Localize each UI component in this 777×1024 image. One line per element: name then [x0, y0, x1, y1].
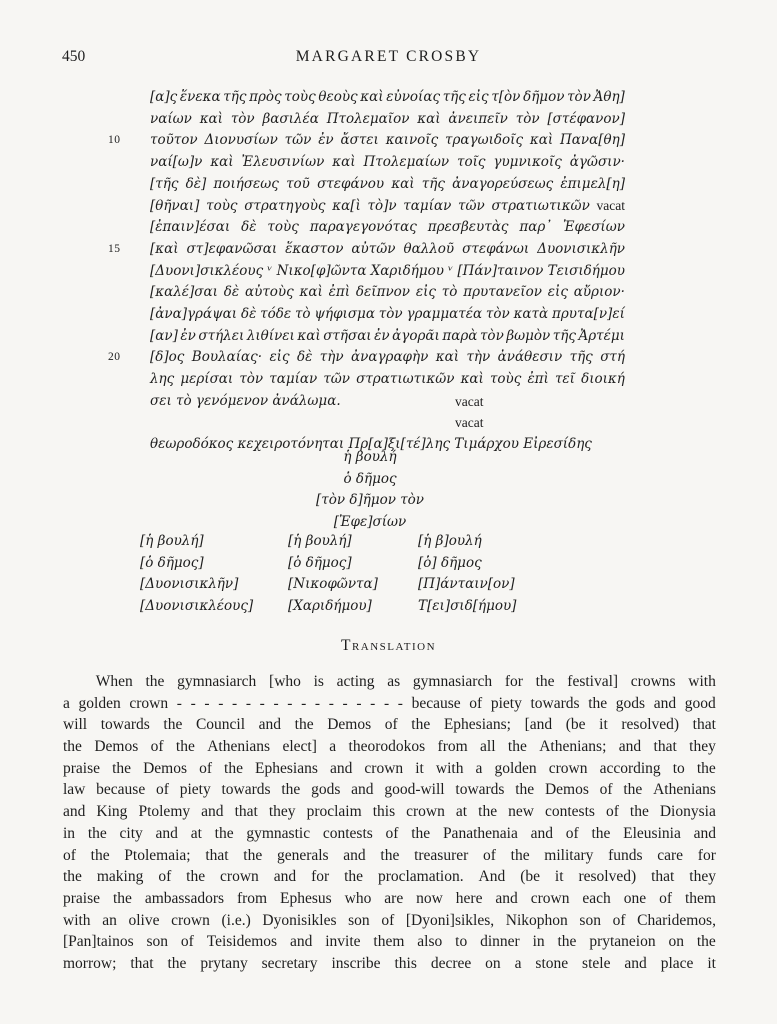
crown-columns [0, 531, 777, 621]
translation-line: morrow; that the prytany secretary inscribe this decree on a stone stele and place it [63, 954, 716, 972]
crown-cell: [Χαριδήμου] [288, 598, 372, 615]
translation-line: the Demos of the Athenians elect] a theorodokos from all the Athenians; and that they [63, 738, 716, 756]
crown-cell: [Δυονισικλῆν] [140, 576, 239, 593]
decree-greek-line: [θῆναι] τοὺς στρατηγοὺς κα[ὶ τὸ]ν ταμίαν τῶν στρατιωτικῶν vacat [150, 195, 625, 217]
decree-greek-line: [ἀνα]γράψαι δὲ τόδε τὸ ψήφισμα τὸν γραμματέα τὸν κατὰ πρυτα[ν]εί [150, 305, 625, 322]
crown-cell: [Δυονισικλέους] [140, 598, 254, 615]
translation-line: law because of piety towards the gods and good-will towards the Demos of the Athenians [63, 781, 716, 799]
decree-greek-line: 15 [καὶ στ]εφανῶσαι ἕκαστον αὐτῶν θαλλοῦ στεφάνωι Δυονισικλῆν [150, 239, 625, 261]
decree-line-text: θεωροδόκος κεχειροτόνηται Πρ[α]ξι[τέ]λης Τιμάρχου Εἰρεσίδης [150, 436, 592, 452]
decree-greek-line: [Δυονι]σικλέους ᵛ Νικο[φ]ῶντα Χαριδήμου ᵛ [Πάν]ταινον Τεισιδήμου [150, 262, 625, 279]
decree-line-text: σει τὸ γενόμενον ἀνάλωμα. [150, 392, 341, 409]
crown-column [418, 531, 516, 618]
decree-greek-line: [καλέ]σαι δὲ αὐτοὺς καὶ ἐπὶ δεῖπνον εἰς τὸ πρυτανεῖον εἰς αὔριον· [150, 284, 625, 301]
crown-cell: [Π]άνταιν[ον] [418, 576, 515, 593]
decree-greek-line: 20 [δ]ος Βουλαίας· εἰς δὲ τὴν ἀναγραφὴν καὶ τὴν ἀνάθεσιν τῆς στή [150, 347, 625, 369]
translation-line: the making of the crown and for the proclamation. And (be it resolved) that they [63, 868, 716, 886]
translation-line: with an olive crown (i.e.) Dyonisikles son of [Dyoni]sikles, Nikophon son of Charidemos, [63, 911, 716, 929]
translation-line: When the gymnasiarch [who is acting as gymnasiarch for the festival] crowns with [95, 673, 716, 690]
translation-line: praise the Demos of the Ephesians and crown it with a golden crown according to the [63, 759, 716, 777]
page-number: 450 [62, 48, 86, 65]
running-head-title: MARGARET CROSBY [295, 48, 482, 65]
decree-greek-line: ναίων καὶ τὸν βασιλέα Πτολεμαῖον καὶ ἀνειπεῖν τὸν [στέφανον] [150, 110, 625, 127]
vacat-marker: vacat [455, 393, 484, 409]
translation-line: of the Ptolemaia; that the generals and the treasurer of the military funds care for [63, 846, 716, 864]
translation-heading: Translation [340, 637, 437, 654]
translation-line: [Pan]tainos son of Teisidemos and invite them also to dinner in the prytaneion on the [63, 933, 716, 951]
crown-cell: [ἡ β]ουλή [418, 533, 482, 549]
crown-cell: [Νικοφῶντα] [288, 576, 378, 593]
translation-line: and King Ptolemy and that they proclaim this crown at the new contests of the Dionysia [63, 803, 716, 821]
decree-greek-line [150, 391, 625, 413]
decree-greek-line: [α]ς ἕνεκα τῆς πρὸς τοὺς θεοὺς καὶ εὐνοίας τῆς εἰς τ[ὸν δῆμον τὸν Ἀθη] [150, 89, 625, 105]
decree-line-number: 10 [108, 134, 121, 147]
crown-cell: Τ[ει]σιδ[ήμου] [418, 598, 517, 615]
acclamation-line: [Ἐφε]σίων [333, 514, 407, 531]
decree-greek-line: λης μερίσαι τὸν ταμίαν τῶν στρατιωτικῶν καὶ τοὺς ἐπὶ τεῖ διοική [150, 370, 625, 387]
translation-line: will towards the Council and the Demos of the Ephesians; [and (be it resolved) that [63, 716, 716, 734]
crown-column [140, 531, 253, 618]
decree-line-number: 15 [108, 242, 121, 255]
decree-greek-line: ναί[ω]ν καὶ Ἐλευσινίων καὶ Πτολεμαίων τοῖς γυμνικοῖς ἀγῶσιν· [150, 154, 625, 171]
translation-line: a golden crown - - - - - - - - - - - - - - - - - because of piety towards the gods and good [63, 694, 716, 712]
crown-cell: [ὁ δῆμος] [140, 554, 204, 571]
crown-cell: [ὁ δῆμος] [288, 554, 352, 571]
decree-line-number: 20 [108, 351, 121, 364]
acclamation-line: ἡ βουλή [343, 449, 397, 465]
vacat-marker: vacat [455, 415, 484, 431]
crown-cell: [ὁ] δῆμος [418, 554, 482, 571]
decree-greek-line: [αν] ἐν στήλει λιθίνει καὶ στῆσαι ἐν ἀγορᾶι παρὰ τὸν βωμὸν τῆς Ἀρτέμι [150, 327, 625, 344]
crown-cell: [ἡ βουλή] [140, 533, 204, 549]
decree-greek-line: [ἐπαιν]έσαι δὲ τοὺς παραγεγονότας πρεσβευτὰς παρ᾽ Ἐφεσίων [150, 219, 625, 236]
translation-line: praise the ambassadors from Ephesus who are now here and crown each one of them [63, 889, 716, 907]
acclamation-centered-lines [150, 447, 590, 534]
acclamation-line: ὁ δῆμος [343, 470, 397, 487]
decree-greek-line: [τῆς δὲ] ποιήσεως τοῦ στεφάνου καὶ τῆς ἀναγορεύσεως ἐπιμελ[η] [150, 175, 625, 192]
crown-column [288, 531, 378, 618]
vacat-marker: vacat [596, 198, 625, 214]
acclamation-line: [τὸν δ]ῆμον τὸν [315, 492, 425, 509]
crown-cell: [ἡ βουλή] [288, 533, 352, 549]
running-head [0, 48, 777, 70]
translation-paragraph [63, 671, 716, 975]
decree-greek-line: 10 τοῦτον Διονυσίων τῶν ἐν ἄστει καινοῖς τραγωιδοῖς καὶ Πανα[θη] [150, 130, 625, 152]
greek-decree-block [108, 87, 625, 456]
decree-greek-line [150, 412, 625, 434]
translation-line: in the city and at the gymnastic contests of the Panathenaia and of the Eleusinia and [63, 824, 716, 842]
